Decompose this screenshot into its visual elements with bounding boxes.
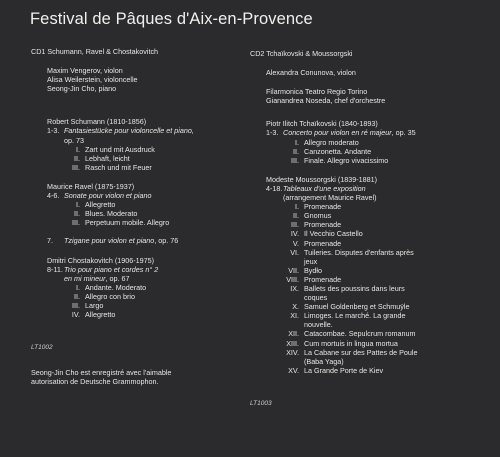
work-name: Tableaux d'une exposition <box>283 183 366 193</box>
cd2-performers <box>250 68 470 105</box>
movement-title: Cum mortuis in lingua mortua <box>304 338 398 348</box>
track-number: 7. <box>47 236 53 246</box>
arrangement: (arrangement Maurice Ravel) <box>283 193 377 203</box>
movement <box>266 275 470 284</box>
performer: Maxim Vengerov, violon <box>47 66 123 76</box>
conductor: Gianandrea Noseda, chef d'orchestre <box>266 96 386 106</box>
movement-title: Rasch und mit Feuer <box>85 162 152 172</box>
movement-number: VIII. <box>286 274 299 284</box>
movement <box>266 284 470 293</box>
movement <box>47 292 251 301</box>
track-number: 4-6. <box>47 191 60 201</box>
movement-title: Perpetuum mobile. Allegro <box>85 218 170 228</box>
soloist: Alexandra Conunova, violon <box>266 68 356 78</box>
movement-title: Largo <box>85 300 104 310</box>
work-title <box>47 126 251 135</box>
movement-number: IV. <box>290 229 299 239</box>
movement-title: La Grande Porte de Kiev <box>304 365 384 375</box>
orchestra: Filarmonica Teatro Regio Torino <box>266 87 368 97</box>
movement-number: VII. <box>288 265 299 275</box>
movement-number: IV. <box>71 310 80 320</box>
movement-title: Lebhaft, leicht <box>85 153 130 163</box>
movement-title: Bydło <box>304 265 322 275</box>
movement <box>47 283 251 292</box>
movement-number: I. <box>295 137 299 147</box>
movement-title-cont: coques <box>304 293 328 303</box>
movement-number: XIII. <box>286 338 299 348</box>
work-name: Tzigane pour violon et piano <box>64 236 155 246</box>
movement-title: Promenade <box>304 238 342 248</box>
movement-title: Allegretto <box>85 200 116 210</box>
track-number: 4-18. <box>266 183 283 193</box>
movement <box>47 209 251 218</box>
movement-number: II. <box>293 211 299 221</box>
movement-number: V. <box>292 238 299 248</box>
work-title <box>266 128 470 137</box>
work-opus: , op. 35 <box>391 128 416 138</box>
track-number: 1-3. <box>47 126 60 136</box>
movement-number: X. <box>292 302 299 312</box>
work-opus: , op. 67 <box>105 273 130 283</box>
work-name: Concerto pour violon en ré majeur <box>283 128 392 138</box>
movement <box>47 301 251 310</box>
movement-title: Il Vecchio Castello <box>304 229 363 239</box>
movement <box>266 329 470 338</box>
performer: Seong-Jin Cho, piano <box>47 84 117 94</box>
movement <box>47 145 251 154</box>
movement <box>266 302 470 311</box>
movement-number: III. <box>72 162 80 172</box>
movement <box>47 218 251 227</box>
movement-title: Canzonetta. Andante <box>304 146 372 156</box>
ravel-section <box>31 182 251 246</box>
movement-number: III. <box>291 155 299 165</box>
movement <box>266 339 470 348</box>
track-number: 8-11. <box>47 264 63 274</box>
movement-title: Finale. Allegro vivacissimo <box>304 155 389 165</box>
performer: Alisa Weilerstein, violoncelle <box>47 75 138 85</box>
movement-title-cont: (Baba Yaga) <box>304 356 344 366</box>
movement <box>266 156 470 165</box>
cd1-performers <box>31 66 251 93</box>
movement-title: Promenade <box>304 220 342 230</box>
credit-line: autorisation de Deutsche Grammophon. <box>31 377 159 387</box>
movement-title: Tuileries. Disputes d'enfants après <box>304 247 414 257</box>
cd1-column <box>31 47 251 386</box>
work-opus: , op. 76 <box>154 236 179 246</box>
movement <box>266 348 470 357</box>
movement <box>266 220 470 229</box>
movement-number: II. <box>74 153 80 163</box>
work-title <box>266 184 470 193</box>
catalog-label: LT1003 <box>250 399 272 407</box>
movement <box>266 266 470 275</box>
movement-title: La Cabane sur des Pattes de Poule <box>304 347 418 357</box>
movement-number: I. <box>76 282 80 292</box>
movement-number: II. <box>74 209 80 219</box>
movement <box>47 310 251 319</box>
work-opus: op. 73 <box>64 135 84 145</box>
movement-title: Promenade <box>304 274 342 284</box>
movement <box>47 163 251 172</box>
track-number: 1-3. <box>266 128 279 138</box>
movement-number: XI. <box>290 311 299 321</box>
cd2-heading: CD2 Tchaïkovski & Moussorgski <box>250 49 353 58</box>
movement-number: II. <box>293 146 299 156</box>
movement-number: IX. <box>290 283 299 293</box>
movement-number: XIV. <box>286 347 299 357</box>
composer-name: Robert Schumann (1810-1856) <box>47 117 147 127</box>
movement-title: Allegretto <box>85 310 116 320</box>
movement-number: II. <box>74 291 80 301</box>
composer-name: Maurice Ravel (1875-1937) <box>47 181 135 191</box>
work-key <box>47 274 251 283</box>
work-key-italic: en mi mineur <box>64 273 106 283</box>
cd2-column <box>250 49 470 408</box>
movement-number: VI. <box>290 247 299 257</box>
movement <box>47 200 251 209</box>
catalog-label: LT1002 <box>31 344 53 352</box>
page-title: Festival de Pâques d'Aix-en-Provence <box>30 10 313 28</box>
credit-note <box>31 368 251 386</box>
shostakovich-section <box>31 256 251 320</box>
movement-number: III. <box>291 220 299 230</box>
movement <box>266 147 470 156</box>
movement-title: Allegro moderato <box>304 137 359 147</box>
movement-title: Ballets des poussins dans leurs <box>304 283 405 293</box>
movement-title: Limoges. Le marché. La grande <box>304 311 406 321</box>
credit-line: Seong-Jin Cho est enregistré avec l'aimable <box>31 368 172 378</box>
movement-title: Zart und mit Ausdruck <box>85 144 155 154</box>
tchaikovsky-section <box>250 119 470 164</box>
movement <box>266 211 470 220</box>
movement-number: I. <box>76 200 80 210</box>
movement-title: Gnomus <box>304 211 332 221</box>
movement-title: Catacombae. Sepulcrum romanum <box>304 329 416 339</box>
work-name: Sonate pour violon et piano <box>64 191 152 201</box>
movement <box>266 366 470 375</box>
movement <box>266 248 470 257</box>
movement <box>266 138 470 147</box>
movement-number: I. <box>295 202 299 212</box>
work-name: Trio pour piano et cordes n° 2 <box>64 264 159 274</box>
movement <box>266 202 470 211</box>
movement-number: I. <box>76 144 80 154</box>
movement-title: Blues. Moderato <box>85 209 138 219</box>
movement-number: XII. <box>288 329 299 339</box>
composer-name: Piotr Ilitch Tchaïkovski (1840-1893) <box>266 119 378 129</box>
work-title <box>47 191 251 200</box>
composer-name: Modeste Moussorgski (1839-1881) <box>266 174 378 184</box>
movement-title: Allegro con brio <box>85 291 135 301</box>
movement-number: XV. <box>288 365 299 375</box>
composer-name: Dmitri Chostakovitch (1906-1975) <box>47 255 155 265</box>
movement <box>47 154 251 163</box>
mussorgsky-section <box>250 175 470 375</box>
cd1-heading: CD1 Schumann, Ravel & Chostakovitch <box>31 47 159 56</box>
movement-title: Samuel Goldenberg et Schmuÿle <box>304 302 410 312</box>
movement-number: III. <box>72 218 80 228</box>
movement <box>266 239 470 248</box>
schumann-section <box>31 117 251 172</box>
work-title <box>47 236 251 245</box>
movement-title: Andante. Moderato <box>85 282 147 292</box>
movement <box>266 229 470 238</box>
movement-title: Promenade <box>304 202 342 212</box>
movement-title-cont: nouvelle. <box>304 320 333 330</box>
movement-title-cont: jeux <box>304 256 318 266</box>
movement-number: III. <box>72 300 80 310</box>
work-title <box>47 265 251 274</box>
work-name: Fantasiestücke pour violoncelle et piano, <box>64 126 194 136</box>
movement <box>266 311 470 320</box>
